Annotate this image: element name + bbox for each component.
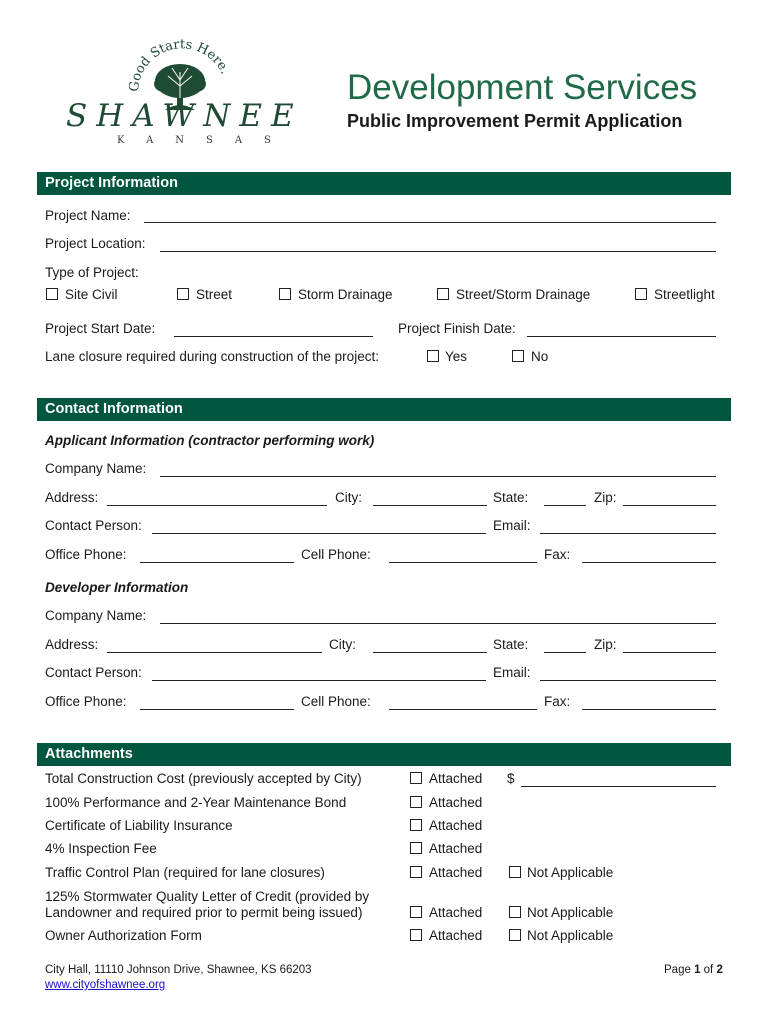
attachment-stormwater-attached: Attached xyxy=(429,905,483,920)
page-prefix: Page xyxy=(664,964,695,976)
attachment-construction-cost-attached: Attached xyxy=(429,771,483,786)
storm-drainage-label: Storm Drainage xyxy=(298,287,393,302)
dollar-sign: $ xyxy=(507,771,515,786)
attachment-traffic-plan-attached: Attached xyxy=(429,865,483,880)
developer-fax-field[interactable] xyxy=(582,709,716,710)
attachment-insurance-label: Certificate of Liability Insurance xyxy=(45,818,233,833)
developer-office-label: Office Phone: xyxy=(45,694,127,709)
developer-company-label: Company Name: xyxy=(45,608,147,623)
developer-email-field[interactable] xyxy=(540,680,716,681)
page-subtitle: Public Improvement Permit Application xyxy=(347,111,683,131)
attachment-inspection-fee-label: 4% Inspection Fee xyxy=(45,841,157,856)
logo-name: SHAWNEE xyxy=(66,98,303,134)
section-attachments-header: Attachments xyxy=(37,743,731,766)
logo-tagline: Good Starts Here. xyxy=(126,37,233,93)
attachment-owner-auth-na-checkbox[interactable] xyxy=(509,929,521,941)
applicant-cell-label: Cell Phone: xyxy=(301,547,371,562)
applicant-fax-label: Fax: xyxy=(544,547,571,562)
lane-yes-label: Yes xyxy=(445,349,468,364)
developer-state-label: State: xyxy=(493,637,529,652)
logo-state: KANSAS xyxy=(117,135,293,146)
lane-closure-label: Lane closure required during construction of the project: xyxy=(45,349,379,364)
developer-cell-field[interactable] xyxy=(389,709,537,710)
applicant-city-label: City: xyxy=(335,490,362,505)
project-location-field[interactable] xyxy=(160,251,716,252)
footer-address: City Hall, 11110 Johnson Drive, Shawnee, KS 66203 xyxy=(45,964,312,976)
lane-no-checkbox[interactable] xyxy=(512,350,524,362)
developer-heading: Developer Information xyxy=(45,580,189,595)
applicant-zip-label: Zip: xyxy=(594,490,617,505)
attachment-insurance-attached: Attached xyxy=(429,818,483,833)
street-storm-drainage-label: Street/Storm Drainage xyxy=(456,287,591,302)
attachment-traffic-plan-na: Not Applicable xyxy=(527,865,614,880)
attachment-stormwater-label-2: Landowner and required prior to permit being issued) xyxy=(45,905,363,920)
page-number xyxy=(664,964,723,976)
applicant-address-label: Address: xyxy=(45,490,99,505)
start-date-field[interactable] xyxy=(174,336,373,337)
attachment-inspection-fee-checkbox[interactable] xyxy=(410,842,422,854)
applicant-address-field[interactable] xyxy=(107,505,327,506)
page-of: of xyxy=(700,964,717,976)
project-location-label: Project Location: xyxy=(45,236,146,251)
applicant-office-field[interactable] xyxy=(140,562,294,563)
attachment-owner-auth-label: Owner Authorization Form xyxy=(45,928,202,943)
finish-date-label: Project Finish Date: xyxy=(398,321,516,336)
applicant-company-label: Company Name: xyxy=(45,461,147,476)
developer-address-label: Address: xyxy=(45,637,99,652)
developer-address-field[interactable] xyxy=(107,652,322,653)
attachment-stormwater-label-1: 125% Stormwater Quality Letter of Credit (provided by xyxy=(45,889,370,904)
page-title: Development Services xyxy=(347,68,698,107)
applicant-email-label: Email: xyxy=(493,518,531,533)
page-current: 1 xyxy=(694,964,701,976)
applicant-person-label: Contact Person: xyxy=(45,518,142,533)
attachment-bond-label: 100% Performance and 2-Year Maintenance Bond xyxy=(45,795,347,810)
attachment-stormwater-checkbox[interactable] xyxy=(410,906,422,918)
developer-company-field[interactable] xyxy=(160,623,716,624)
project-name-field[interactable] xyxy=(144,222,716,223)
developer-city-field[interactable] xyxy=(373,652,487,653)
applicant-office-label: Office Phone: xyxy=(45,547,127,562)
developer-zip-label: Zip: xyxy=(594,637,617,652)
attachment-owner-auth-attached: Attached xyxy=(429,928,483,943)
lane-no-label: No xyxy=(531,349,549,364)
site-civil-label: Site Civil xyxy=(65,287,118,302)
attachment-construction-cost-label: Total Construction Cost (previously accepted by City) xyxy=(45,771,362,786)
developer-city-label: City: xyxy=(329,637,356,652)
developer-office-field[interactable] xyxy=(140,709,294,710)
applicant-heading: Applicant Information (contractor performing work) xyxy=(45,433,375,448)
footer-website-link[interactable]: www.cityofshawnee.org xyxy=(45,979,166,991)
attachment-traffic-plan-label: Traffic Control Plan (required for lane closures) xyxy=(45,865,325,880)
applicant-fax-field[interactable] xyxy=(582,562,716,563)
streetlight-label: Streetlight xyxy=(654,287,715,302)
attachment-inspection-fee-attached: Attached xyxy=(429,841,483,856)
applicant-city-field[interactable] xyxy=(373,505,487,506)
section-project-header: Project Information xyxy=(37,172,731,195)
street-label: Street xyxy=(196,287,233,302)
streetlight-checkbox[interactable] xyxy=(635,288,647,300)
storm-drainage-checkbox[interactable] xyxy=(279,288,291,300)
attachment-insurance-checkbox[interactable] xyxy=(410,819,422,831)
site-civil-checkbox[interactable] xyxy=(46,288,58,300)
attachment-owner-auth-na: Not Applicable xyxy=(527,928,614,943)
attachment-traffic-plan-na-checkbox[interactable] xyxy=(509,866,521,878)
developer-person-field[interactable] xyxy=(152,680,486,681)
street-checkbox[interactable] xyxy=(177,288,189,300)
developer-email-label: Email: xyxy=(493,665,531,680)
attachment-stormwater-na-checkbox[interactable] xyxy=(509,906,521,918)
attachment-traffic-plan-checkbox[interactable] xyxy=(410,866,422,878)
attachment-construction-cost-checkbox[interactable] xyxy=(410,772,422,784)
applicant-company-field[interactable] xyxy=(160,476,716,477)
section-contact-header: Contact Information xyxy=(37,398,731,421)
applicant-email-field[interactable] xyxy=(540,533,716,534)
attachment-owner-auth-checkbox[interactable] xyxy=(410,929,422,941)
developer-state-field[interactable] xyxy=(544,652,586,653)
finish-date-field[interactable] xyxy=(527,336,716,337)
lane-yes-checkbox[interactable] xyxy=(427,350,439,362)
start-date-label: Project Start Date: xyxy=(45,321,156,336)
developer-fax-label: Fax: xyxy=(544,694,571,709)
page-total: 2 xyxy=(716,964,723,976)
attachment-stormwater-na: Not Applicable xyxy=(527,905,614,920)
applicant-zip-field[interactable] xyxy=(623,505,716,506)
project-name-label: Project Name: xyxy=(45,208,131,223)
developer-person-label: Contact Person: xyxy=(45,665,142,680)
developer-zip-field[interactable] xyxy=(623,652,716,653)
applicant-cell-field[interactable] xyxy=(389,562,537,563)
attachment-bond-attached: Attached xyxy=(429,795,483,810)
applicant-person-field[interactable] xyxy=(152,533,486,534)
attachment-bond-checkbox[interactable] xyxy=(410,796,422,808)
developer-cell-label: Cell Phone: xyxy=(301,694,371,709)
construction-cost-amount-field[interactable] xyxy=(521,786,716,787)
type-of-project-label: Type of Project: xyxy=(45,265,139,280)
applicant-state-field[interactable] xyxy=(544,505,586,506)
street-storm-drainage-checkbox[interactable] xyxy=(437,288,449,300)
applicant-state-label: State: xyxy=(493,490,529,505)
